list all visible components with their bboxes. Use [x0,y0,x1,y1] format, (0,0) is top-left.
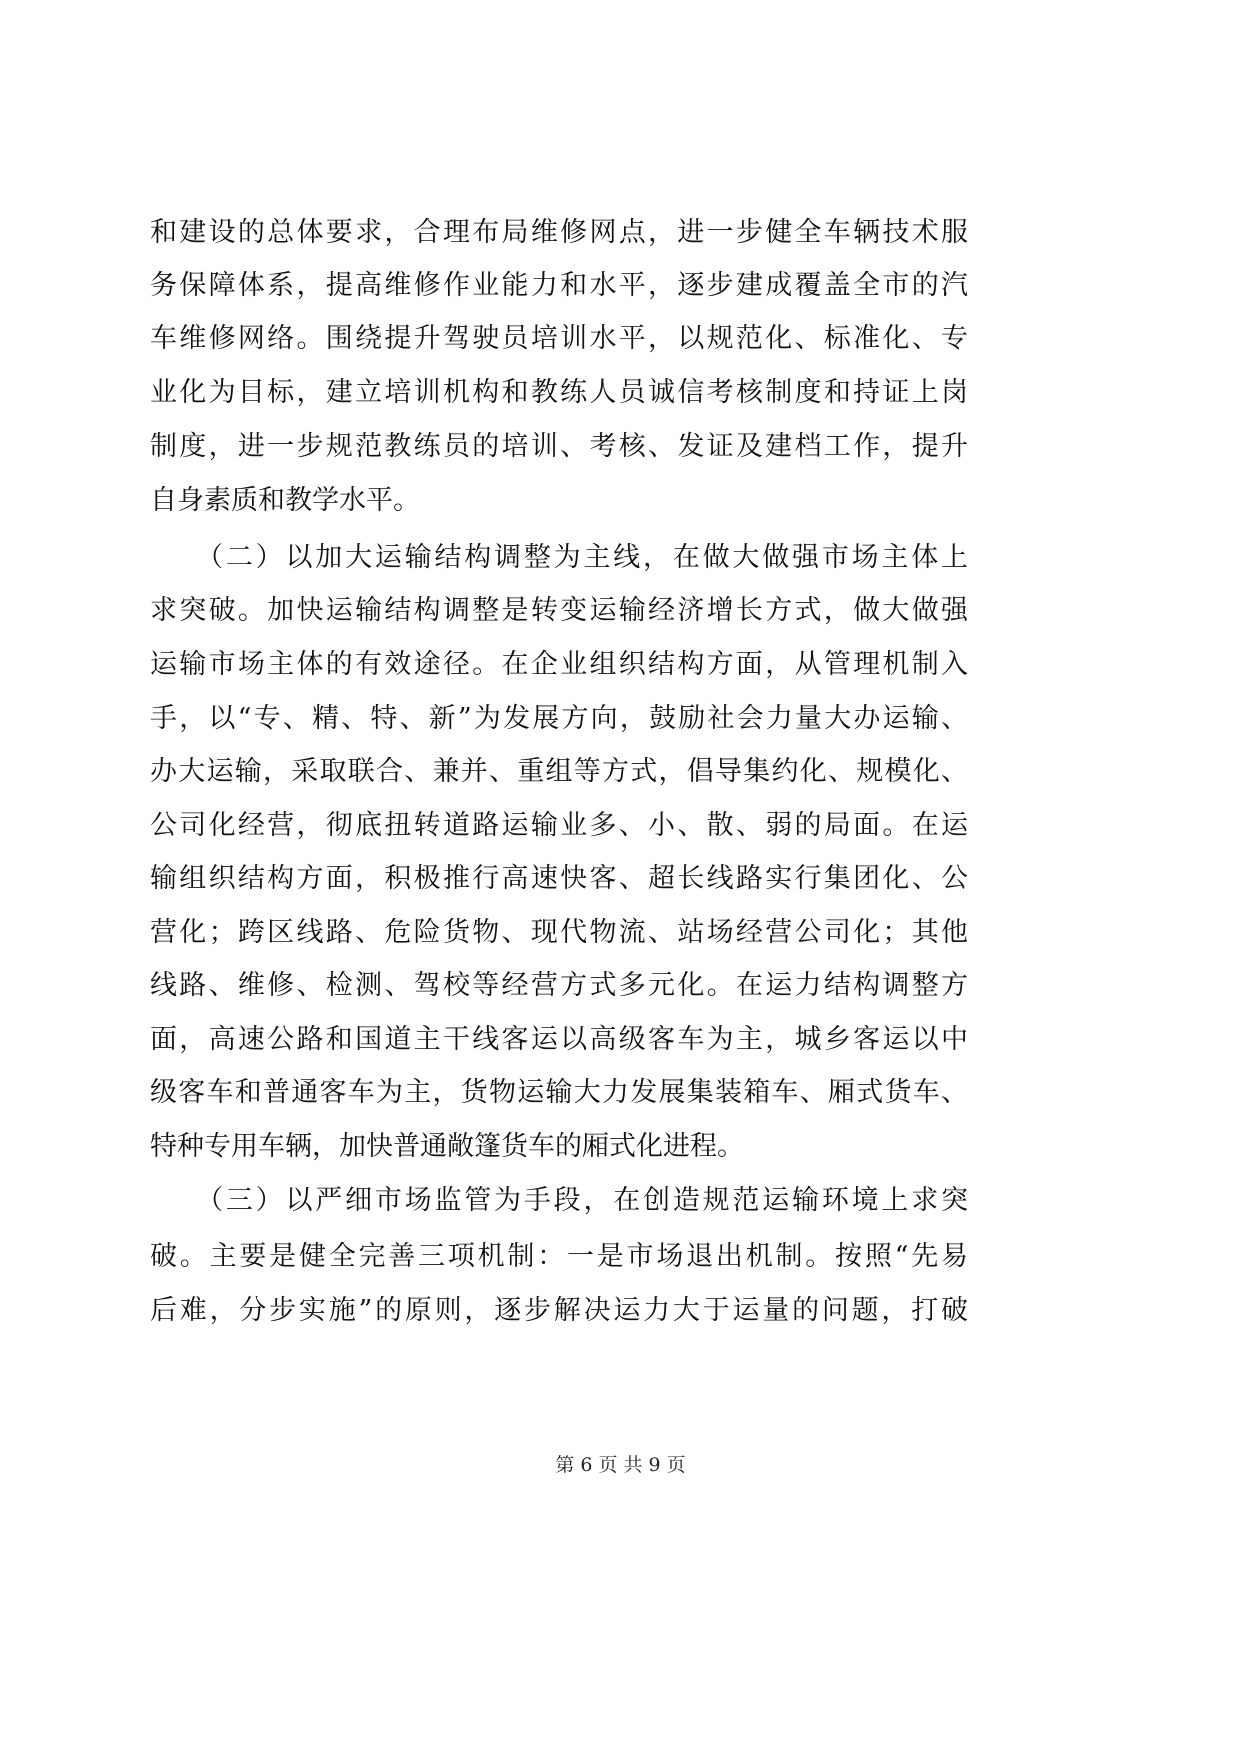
text-line: 线路、维修、检测、驾校等经营方式多元化。在运力结构调整方 [150,970,968,1001]
text-line: 公司化经营，彻底扭转道路运输业多、小、散、弱的局面。在运 [150,810,968,841]
text-line: 制度，进一步规范教练员的培训、考核、发证及建档工作，提升 [150,431,968,462]
text-line: 级客车和普通客车为主，货物运输大力发展集装箱车、厢式货车、 [150,1077,968,1108]
text-line: 业化为目标，建立培训机构和教练人员诚信考核制度和持证上岗 [150,377,968,408]
page-footer: 第 6 页 共 9 页 [555,1454,686,1476]
text-line: 输组织结构方面，积极推行高速快客、超长线路实行集团化、公 [150,863,968,894]
text-line: 自身素质和教学水平。 [150,485,420,516]
text-line: 手，以“专、精、特、新”为发展方向，鼓励社会力量大办运输、 [150,703,968,734]
text-line: 求突破。加快运输结构调整是转变运输经济增长方式，做大做强 [150,595,968,626]
text-line: 车维修网络。围绕提升驾驶员培训水平，以规范化、标准化、专 [150,323,968,354]
text-line: 办大运输，采取联合、兼并、重组等方式，倡导集约化、规模化、 [150,756,968,787]
text-line: （二）以加大运输结构调整为主线，在做大做强市场主体上 [150,542,968,573]
text-line: 面，高速公路和国道主干线客运以高级客车为主，城乡客运以中 [150,1024,968,1055]
text-line: 破。主要是健全完善三项机制：一是市场退出机制。按照“先易 [150,1241,968,1272]
text-line: 营化；跨区线路、危险货物、现代物流、站场经营公司化；其他 [150,917,968,948]
text-line: 和建设的总体要求，合理布局维修网点，进一步健全车辆技术服 [150,217,968,248]
text-line: 特种专用车辆，加快普通敞篷货车的厢式化进程。 [150,1131,744,1162]
text-line: 务保障体系，提高维修作业能力和水平，逐步建成覆盖全市的汽 [150,270,968,301]
text-line: 后难，分步实施”的原则，逐步解决运力大于运量的问题，打破 [150,1295,968,1326]
text-line: （三）以严细市场监管为手段，在创造规范运输环境上求突 [150,1185,968,1216]
text-line: 运输市场主体的有效途径。在企业组织结构方面，从管理机制入 [150,649,968,680]
